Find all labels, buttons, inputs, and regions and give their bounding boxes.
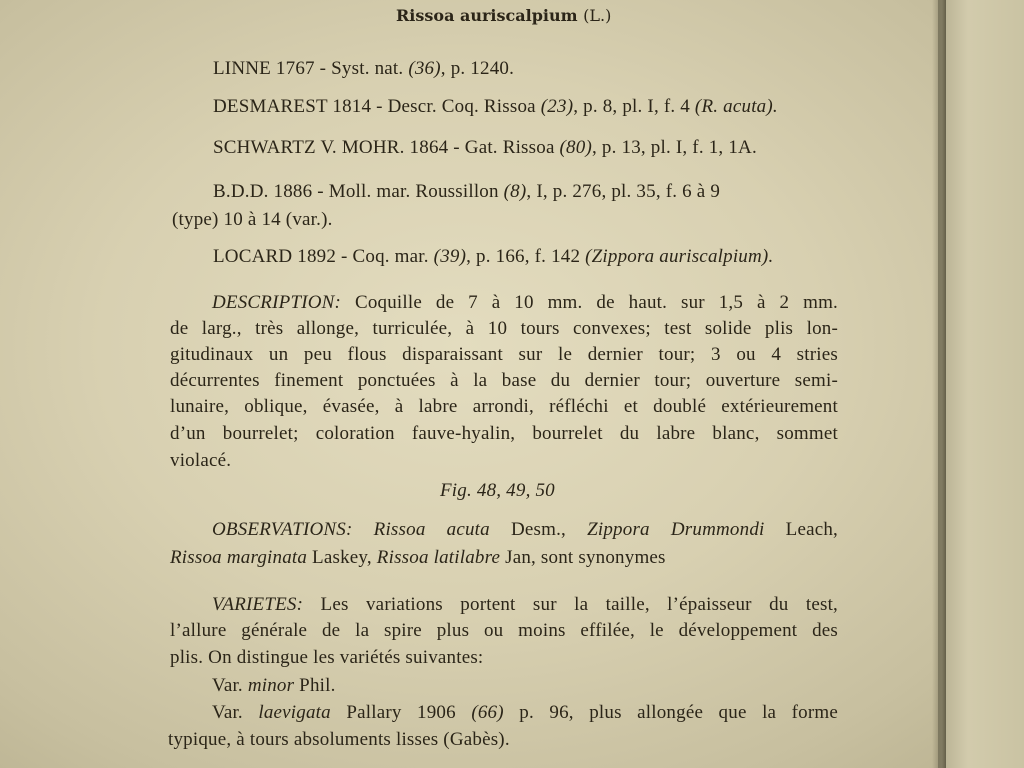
description-line: gitudinaux un peu flous disparaissant sur le dernier tour; 3 ou 4 stries <box>170 344 838 365</box>
reference-line: SCHWARTZ V. MOHR. 1864 - Gat. Rissoa (80), p. 13, pl. I, f. 1, 1A. <box>213 137 757 158</box>
description-line: décurrentes finement ponctuées à la base du dernier tour; ouverture semi- <box>170 370 838 391</box>
varietes-line: plis. On distingue les variétés suivantes: <box>170 647 484 668</box>
variety-item: Var. laevigata Pallary 1906 (66) p. 96, plus allongée que la forme <box>212 702 839 723</box>
species-name: Rissoa auriscalpium <box>396 6 578 25</box>
description-label: DESCRIPTION: <box>212 292 342 313</box>
reference-continuation: (type) 10 à 14 (var.). <box>172 209 333 230</box>
species-title <box>396 6 611 25</box>
description-line: de larg., très allonge, turriculée, à 10 tours convexes; test solide plis lon- <box>170 318 838 339</box>
reference-line: DESMAREST 1814 - Descr. Coq. Rissoa (23), p. 8, pl. I, f. 4 (R. acuta). <box>213 96 778 117</box>
varietes-label: VARIETES: <box>212 594 304 615</box>
reference-line: LINNE 1767 - Syst. nat. (36), p. 1240. <box>213 58 515 79</box>
observations-line: OBSERVATIONS: Rissoa acuta Desm., Zippora Drummondi Leach, <box>212 519 838 540</box>
figure-reference: Fig. 48, 49, 50 <box>440 480 555 501</box>
variety-continuation: typique, à tours absoluments lisses (Gabès). <box>168 729 510 750</box>
description-line: d’un bourrelet; coloration fauve-hyalin, bourrelet du labre blanc, sommet <box>170 423 838 444</box>
description-line: DESCRIPTION: Coquille de 7 à 10 mm. de haut. sur 1,5 à 2 mm. <box>212 292 838 313</box>
reference-line: LOCARD 1892 - Coq. mar. (39), p. 166, f. 142 (Zippora auriscalpium). <box>213 246 774 267</box>
description-line: violacé. <box>170 450 232 471</box>
description-line: lunaire, oblique, évasée, à labre arrondi, réfléchi et doublé extérieurement <box>170 396 838 417</box>
varietes-line: l’allure générale de la spire plus ou moins effilée, le développement des <box>170 620 838 641</box>
observations-label: OBSERVATIONS: <box>212 519 353 540</box>
variety-item: Var. minor Phil. <box>212 675 336 696</box>
observations-line: Rissoa marginata Laskey, Rissoa latilabre Jan, sont synonymes <box>170 547 666 568</box>
varietes-line: VARIETES: Les variations portent sur la taille, l’épaisseur du test, <box>212 594 838 615</box>
species-author: (L.) <box>583 6 612 25</box>
reference-line: B.D.D. 1886 - Moll. mar. Roussillon (8), I, p. 276, pl. 35, f. 6 à 9 <box>213 181 721 202</box>
